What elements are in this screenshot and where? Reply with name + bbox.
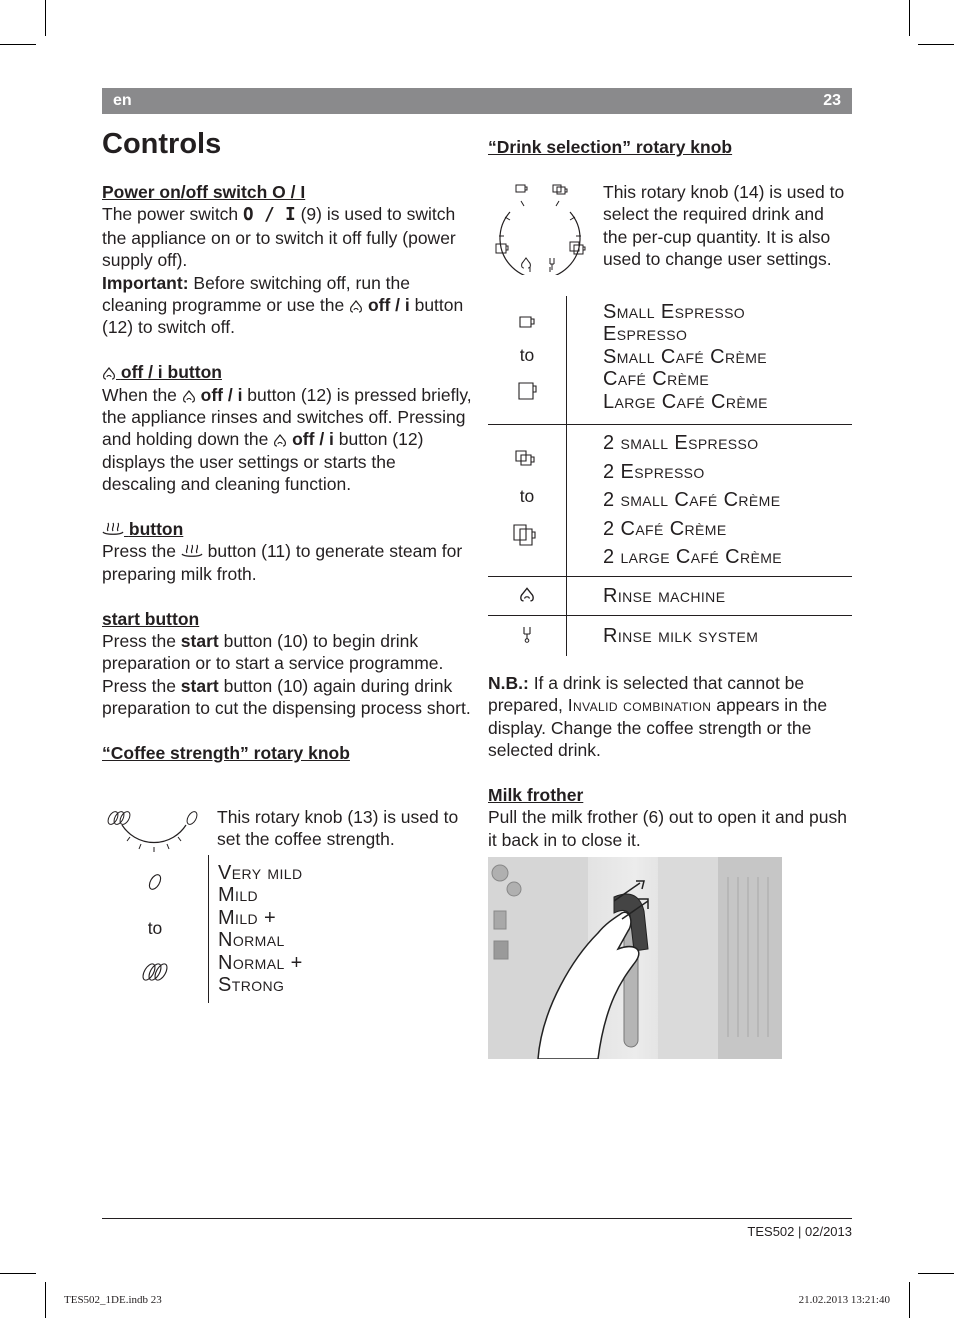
language-label: en xyxy=(113,92,132,109)
page-header-bar xyxy=(102,88,852,114)
steam-text: Press the button (11) to generate steam for preparing milk froth. xyxy=(102,541,463,584)
slug-left: TES502_1DE.indb 23 xyxy=(64,1294,162,1306)
drink-selection-heading: “Drink selection” rotary knob xyxy=(488,137,733,157)
strength-level: Very mild xyxy=(218,861,303,884)
drink-option: Large Café Crème xyxy=(603,390,768,413)
strength-level: Normal + xyxy=(218,951,303,974)
strength-to-label: to xyxy=(147,918,163,938)
crop-mark xyxy=(0,44,36,45)
off-i-heading: off / i button xyxy=(102,361,472,383)
drink-option: 2 Espresso xyxy=(603,460,705,483)
drink-option: Café Crème xyxy=(603,368,710,391)
double-cup-icon xyxy=(512,523,542,547)
page-title: Controls xyxy=(102,128,222,160)
double-range-cell xyxy=(488,425,567,577)
footer-model: TES502 | 02/2013 xyxy=(747,1224,852,1239)
drink-option: 2 small Café Crème xyxy=(603,489,781,512)
strength-levels-table xyxy=(102,855,342,1003)
coffee-strength-heading: “Coffee strength” rotary knob xyxy=(102,743,350,764)
slug-right: 21.02.2013 13:21:40 xyxy=(798,1294,890,1306)
drink-option: 2 large Café Crème xyxy=(603,546,783,569)
cup-icon xyxy=(516,185,527,192)
strength-level: Mild xyxy=(218,884,259,906)
rinse-machine-icon-cell xyxy=(488,577,567,616)
rinse-drop-icon xyxy=(102,366,116,380)
strength-level: Normal xyxy=(218,929,285,951)
double-cup-icon xyxy=(553,185,567,194)
rinse-drop-icon xyxy=(273,433,287,447)
strength-level: Strong xyxy=(218,974,285,996)
power-switch-heading: Power on/off switch O / I xyxy=(102,182,306,202)
drink-option: 2 Café Crème xyxy=(603,517,727,540)
milk-frother-illustration xyxy=(488,857,782,1059)
milk-system-icon xyxy=(521,625,533,643)
steam-button-heading: button xyxy=(102,518,472,540)
rinse-milk-icon-cell xyxy=(488,616,567,657)
milk-system-icon xyxy=(550,258,554,270)
crop-mark xyxy=(45,0,46,36)
rinse-drop-icon xyxy=(349,299,363,313)
rinse-milk-cell xyxy=(567,616,853,657)
strength-levels-cell xyxy=(209,855,343,1003)
single-range-cell xyxy=(488,296,567,425)
single-options-cell xyxy=(567,296,853,425)
off-i-text: When the off / i button (12) is pressed briefly, the appliance rinses and switches off. Pressing and holding down the off / i button (12) displays the user settings or starts the descaling and cleaning function. xyxy=(102,384,472,495)
double-cup-icon xyxy=(514,449,540,467)
rinse-drop-icon xyxy=(519,586,535,602)
bean-icon xyxy=(147,873,163,891)
double-to-label: to xyxy=(519,486,535,506)
drink-options-table xyxy=(488,296,852,656)
rinse-machine-label: Rinse machine xyxy=(603,584,726,607)
drink-option: 2 small Espresso xyxy=(603,432,759,455)
rinse-machine-cell xyxy=(567,577,853,616)
strength-range-cell xyxy=(102,855,209,1003)
double-options-cell xyxy=(567,425,853,577)
rinse-drop-icon xyxy=(182,389,196,403)
cup-icon xyxy=(516,380,538,402)
drink-option: Espresso xyxy=(603,323,688,346)
footer-rule xyxy=(102,1218,852,1219)
cup-icon xyxy=(517,314,537,330)
drink-knob-diagram xyxy=(490,180,590,275)
steam-icon xyxy=(102,521,124,537)
double-bean-icon xyxy=(106,810,132,826)
right-column-heading xyxy=(488,136,852,158)
drink-description: This rotary knob (14) is used to select the required drink and the per-cup quantity. It is also used to change user settings. xyxy=(603,182,845,270)
power-switch-text: The power switch O / I (9) is used to switch the appliance on or to switch it off fully (power supply off). xyxy=(102,204,456,271)
page-number: 23 xyxy=(823,92,841,109)
strength-knob-diagram xyxy=(104,805,204,855)
right-column-body xyxy=(488,672,854,851)
strength-level: Mild + xyxy=(218,906,277,929)
rinse-milk-label: Rinse milk system xyxy=(603,624,759,647)
steam-icon xyxy=(181,543,203,559)
crop-mark xyxy=(918,44,954,45)
crop-mark xyxy=(909,0,910,36)
start-button-heading: start button xyxy=(102,608,200,629)
crop-mark xyxy=(909,1282,910,1318)
drink-option: Small Café Crème xyxy=(603,345,767,368)
start-text: Press the start button (10) to begin drink preparation or to start a service programme. Press the start button (10) again during drink preparation to cut the dispensing process short. xyxy=(102,631,471,719)
crop-mark xyxy=(45,1282,46,1318)
drink-option: Small Espresso xyxy=(603,300,746,323)
bean-icon xyxy=(185,810,199,826)
important-note: Important: Before switching off, run the cleaning programme or use the off / i button (12) to switch off. xyxy=(102,272,464,338)
crop-mark xyxy=(918,1273,954,1274)
rinse-drop-icon xyxy=(522,258,531,268)
milk-frother-text: Pull the milk frother (6) out to open it and push it back in to close it. xyxy=(488,807,847,850)
left-column xyxy=(102,181,472,765)
double-bean-icon xyxy=(141,961,169,983)
single-to-label: to xyxy=(519,344,535,365)
strength-description: This rotary knob (13) is used to set the coffee strength. xyxy=(217,807,459,850)
crop-mark xyxy=(0,1273,36,1274)
milk-frother-heading: Milk frother xyxy=(488,785,584,806)
nb-note: N.B.: If a drink is selected that cannot be prepared, Invalid combination appears in the display. Change the coffee strength or the selected drink. xyxy=(488,673,828,761)
